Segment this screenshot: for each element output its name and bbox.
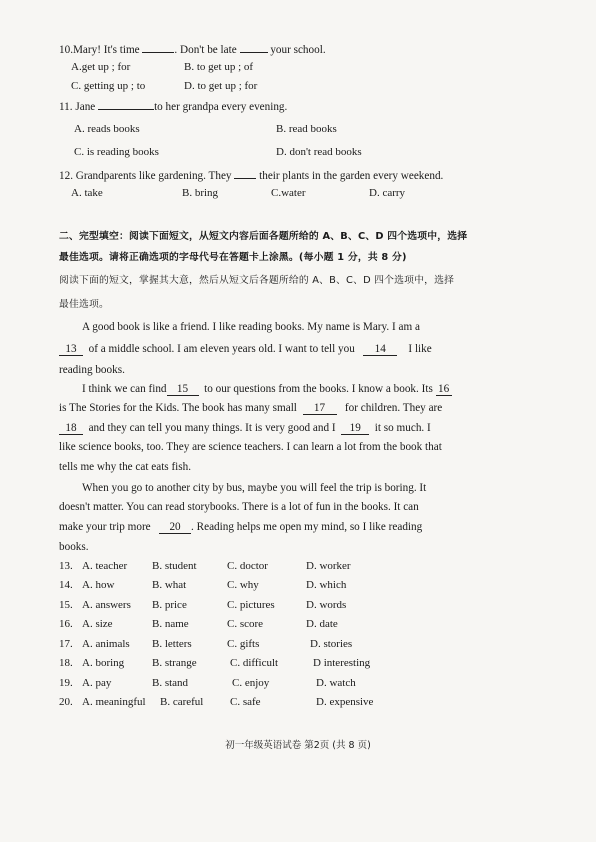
choice-option-c: C. score (227, 618, 264, 630)
choice-option-d: D. worker (306, 560, 351, 572)
choice-option-b: B. what (152, 579, 187, 591)
choice-row-number: 18. (59, 657, 73, 669)
page-footer: 初一年级英语试卷 第2页 (共 8 页) (225, 740, 371, 751)
passage-line: When you go to another city by bus, maybe you will feel the trip is boring. It (82, 482, 427, 494)
choice-option-a: A. animals (82, 638, 130, 650)
blank-16: 16 (436, 383, 452, 396)
question-11-stem: 11. Jane to her grandpa every evening. (59, 101, 288, 113)
choice-option-c: C. pictures (227, 599, 275, 611)
passage-line: A good book is like a friend. I like reading books. My name is Mary. I am a (82, 321, 420, 333)
choice-option-c: C. safe (230, 696, 261, 708)
choice-option-b: B. price (152, 599, 187, 611)
passage-line: reading books. (59, 364, 125, 376)
answer-blank (234, 168, 256, 179)
choice-option-d: D. expensive (316, 696, 374, 708)
question-10-option-b: B. to get up ; of (184, 61, 254, 73)
question-11-option-d: D. don't read books (276, 146, 362, 158)
choice-row-number: 15. (59, 599, 73, 611)
choice-option-a: A. size (82, 618, 113, 630)
question-12-stem: 12. Grandparents like gardening. They their plants in the garden every weekend. (59, 170, 444, 182)
answer-blank (142, 42, 174, 53)
choice-option-d: D. date (306, 618, 338, 630)
section-heading-line2: 最佳选项。请将正确选项的字母代号在答题卡上涂黑。(每小题 1 分，共 8 分) (59, 252, 407, 263)
choice-row-number: 19. (59, 677, 73, 689)
choice-option-c: C. doctor (227, 560, 268, 572)
passage-line: 13 of a middle school. I am eleven years old. I want to tell you 14 I like (59, 342, 432, 356)
question-10-option-d: D. to get up ; for (184, 80, 258, 92)
choice-option-b: B. name (152, 618, 189, 630)
choice-option-c: C. enjoy (232, 677, 270, 689)
choice-option-b: B. letters (152, 638, 192, 650)
choice-option-c: C. why (227, 579, 259, 591)
choice-option-a: A. meaningful (82, 696, 146, 708)
passage-line: books. (59, 541, 89, 553)
section-heading-line1: 二、完型填空：阅读下面短文，从短文内容后面各题所给的 A、B、C、D 四个选项中，选择 (59, 231, 468, 242)
choice-option-a: A. how (82, 579, 115, 591)
question-11-option-a: A. reads books (74, 123, 140, 135)
choice-option-a: A. pay (82, 677, 112, 689)
choice-option-c: C. gifts (227, 638, 260, 650)
question-11-option-c: C. is reading books (74, 146, 159, 158)
blank-18: 18 (59, 422, 83, 435)
question-12-option-a: A. take (71, 187, 103, 199)
section-instruction-line2: 最佳选项。 (59, 299, 109, 310)
blank-19: 19 (341, 422, 369, 435)
choice-option-d: D interesting (313, 657, 371, 669)
question-12-option-c: C.water (271, 187, 306, 199)
blank-13: 13 (59, 343, 83, 356)
blank-14: 14 (363, 343, 397, 356)
question-10-stem: 10.Mary! It's time . Don't be late your school. (59, 44, 326, 56)
passage-line: I think we can find 15 to our questions from the books. I know a book. Its 16 (82, 382, 452, 396)
choice-option-a: A. teacher (82, 560, 128, 572)
passage-line: make your trip more 20 . Reading helps me open my mind, so I like reading (59, 521, 423, 533)
choice-row-number: 20. (59, 696, 73, 708)
choice-row-number: 13. (59, 560, 73, 572)
answer-blank (98, 99, 154, 110)
passage-line: tells me why the cat eats fish. (59, 461, 192, 473)
question-11-option-b: B. read books (276, 123, 337, 135)
question-12-option-b: B. bring (182, 187, 219, 199)
blank-17: 17 (303, 402, 337, 415)
choice-option-a: A. boring (82, 657, 125, 669)
question-10-option-a: A.get up ; for (71, 61, 131, 73)
choice-option-b: B. careful (160, 696, 204, 708)
blank-15: 15 (167, 383, 199, 396)
section-instruction-line1: 阅读下面的短文，掌握其大意，然后从短文后各题所给的 A、B、C、D 四个选项中，选择 (59, 275, 455, 286)
choice-option-d: D. watch (316, 677, 356, 689)
choice-option-d: D. words (306, 599, 347, 611)
choice-row-number: 16. (59, 618, 73, 630)
blank-20: 20 (159, 521, 191, 534)
choice-option-d: D. stories (310, 638, 353, 650)
passage-line: 18 and they can tell you many things. It is very good and I 19 it so much. I (59, 421, 431, 435)
choice-option-b: B. strange (152, 657, 197, 669)
choice-option-c: C. difficult (230, 657, 279, 669)
choice-option-a: A. answers (82, 599, 131, 611)
choice-row-number: 14. (59, 579, 73, 591)
passage-line: doesn't matter. You can read storybooks. There is a lot of fun in the books. It can (59, 501, 419, 513)
choice-option-d: D. which (306, 579, 347, 591)
passage-line: is The Stories for the Kids. The book has many small 17 for children. They are (59, 402, 443, 414)
choice-option-b: B. stand (152, 677, 189, 689)
choice-option-b: B. student (152, 560, 197, 572)
passage-line: like science books, too. They are science teachers. I can learn a lot from the book that (59, 441, 442, 453)
question-12-option-d: D. carry (369, 187, 406, 199)
question-10-option-c: C. getting up ; to (71, 80, 146, 92)
choice-row-number: 17. (59, 638, 73, 650)
answer-blank (240, 42, 268, 53)
